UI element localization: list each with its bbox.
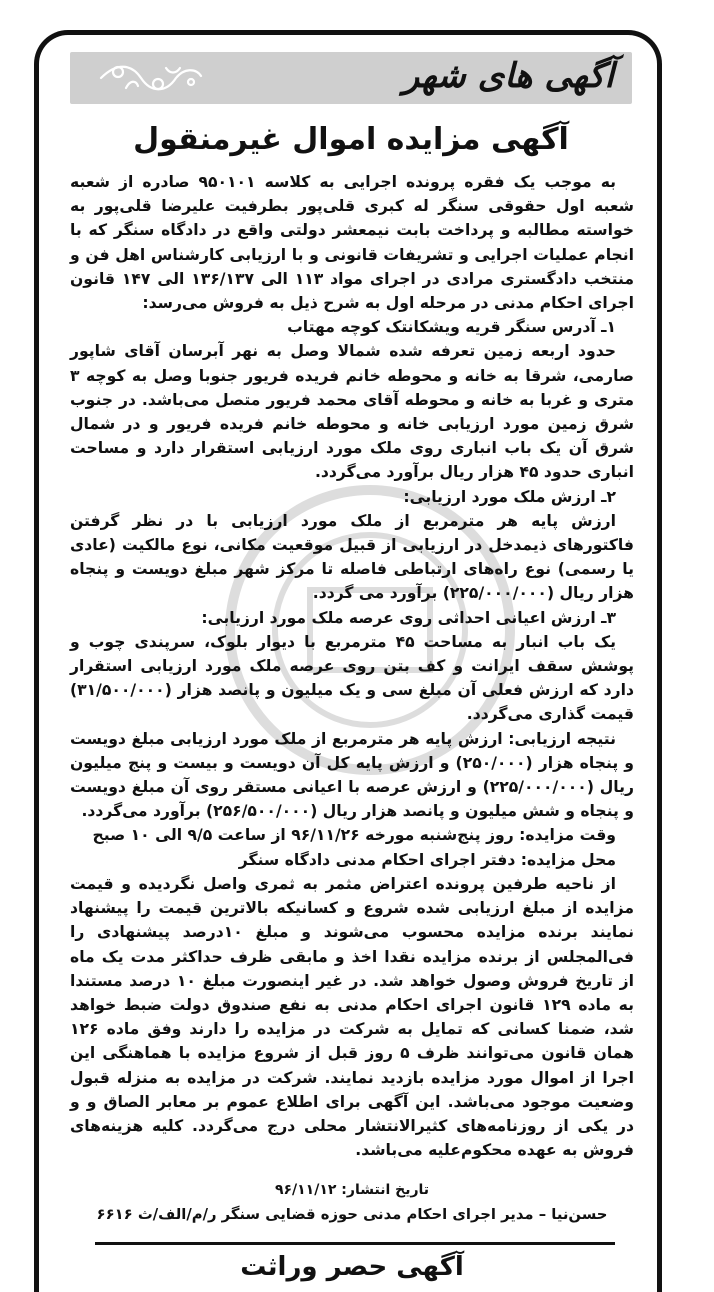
land-value-paragraph: ارزش پایه هر مترمربع از ملک مورد ارزیابی با در نظر گرفتن فاکتورهای ذیمدخل در ارزیابی از قبیل موقعیت مکانی، نوع مالکیت (عادی یا رسمی) نوع راه‌های ارتباطی فاصله تا مرکز شهر مبلغ دویست و پنجاه هزار ریال (۲۲۵/۰۰۰/۰۰۰) برآورد می گردد. [70,511,634,603]
intro-paragraph: به موجب یک فقره پرونده اجرایی به کلاسه ۹۵۰۱۰۱ صادره از شعبه شعبه اول حقوقی سنگر له کبری قلی‌پور بطرفیت علیرضا قلی‌پور به خواسته مطالبه و پرداخت بابت نیمعشر دولتی واقع در دادگاه سنگر که با انجام عملیات اجرایی و تشریفات قانونی و با ارزیابی کارشناس اهل فن و منتخب دادگستری مرادی در اجرای مواد ۱۱۳ الی ۱۳۶/۱۳۷ الی ۱۴۷ قانون اجرای احکام مدنی در مرحله اول به شرح ذیل به فروش می‌رسد: [70,173,634,313]
publish-date: تاریخ انتشار: ۹۶/۱۱/۱۲ [274,1182,430,1198]
next-ad-title: آگهی حصر وراثت [240,1252,464,1282]
item-1-heading: ۱ـ آدرس سنگر قریه ویشکانتک کوچه مهتاب [287,318,616,337]
auction-time: وقت مزایده: روز پنج‌شنبه مورخه ۹۶/۱۱/۲۶ از ساعت ۹/۵ الی ۱۰ صبح [92,826,616,845]
result-paragraph: نتیجه ارزیابی: ارزش پایه هر مترمربع از ملک مورد ارزیابی مبلغ دویست و پنجاه هزار (۲۵۰/۰۰۰) و ارزش پایه کل آن دویست و بیست و پنج میلیون ریال (۲۲۵/۰۰۰/۰۰۰) و ارزش عرصه با اعیانی مستقر روی آن مبلغ دویست و پنجاه و شش میلیون و پانصد هزار ریال (۲۵۶/۵۰۰/۰۰۰) برآورد می‌گردد. [70,729,634,821]
terms-paragraph: از ناحیه طرفین پرونده اعتراض مثمر به ثمری واصل نگردیده و قیمت مزایده از مبلغ ارزیابی شده شروع و کسانیکه بالاترین قیمت را پیشنهاد نمایند برنده مزایده محسوب می‌شوند و مبلغ ۱۰درصد پیشنهادی را فی‌المجلس از برنده مزایده نقدا اخذ و مابقی ظرف حداکثر مدت یک ماه از تاریخ فروش وصول خواهد شد. در غیر اینصورت مبلغ ۱۰ درصد مستندا به ماده ۱۲۹ قانون اجرای احکام مدنی به نفع صندوق دولت ضبط خواهد شد، ضمنا کسانی که تمایل به شرکت در مزایده را دارند وفق ماده ۱۲۶ همان قانون می‌توانند ظرف ۵ روز قبل از شروع مزایده با هماهنگی این اجرا از اموال مورد مزایده بازدید نمایند. شرکت در مزایده به منزله قبول وضعیت موجود می‌باشد. این آگهی برای اطلاع عموم بر معابر الصاق و و در یکی از روزنامه‌های کثیرالانتشار محلی درج می‌گردد. کلیه هزینه‌های فروش به عهده محکوم‌علیه می‌باشد. [70,874,634,1160]
section-divider [95,1242,615,1245]
auction-place: محل مزایده: دفتر اجرای احکام مدنی دادگاه سنگر [238,850,616,869]
page-title: آگهی مزایده اموال غیرمنقول [133,122,569,157]
floral-ornament-icon [96,58,206,98]
item-3-heading: ۳ـ ارزش اعیانی احداثی روی عرصه ملک مورد ارزیابی: [201,608,616,627]
building-value-paragraph: یک باب انبار به مساحت ۴۵ مترمربع با دیوار بلوک، سرپندی چوب و پوشش سقف ایرانت و کف بتن روی عرصه ملک مورد ارزیابی استقرار دارد که ارزش فعلی آن مبلغ سی و یک میلیون و پانصد هزار (۳۱/۵۰۰/۰۰۰) قیمت گذاری می‌گردد. [70,632,634,724]
banner-title: آگهی های شهر [402,56,614,96]
item-2-heading: ۲ـ ارزش ملک مورد ارزیابی: [403,487,616,506]
boundaries-paragraph: حدود اربعه زمین تعرفه شده شمالا وصل به نهر آبرسان آقای شاپور صارمی، شرقا به خانه و محوطه خانم فریده فریور جنوبا وصل به کوچه ۳ متری و غربا به خانه و محوطه آقای محمد فریور متصل می‌باشد. در جنوب شرق زمین مورد ارزیابی خانه و محوطه خانم فریده فریور و در شمال شرق آن یک باب انباری روی ملک مورد ارزیابی استقرار دارد و مساحت انباری حدود ۴۵ هزار ریال برآورد می‌گردد. [70,342,634,482]
signature-line: حسن‌نیا – مدیر اجرای احکام مدنی حوزه قضایی سنگر ر/م/الف/ث ۶۶۱۶ [96,1206,608,1223]
ad-body [70,170,634,1162]
section-banner [70,52,632,104]
